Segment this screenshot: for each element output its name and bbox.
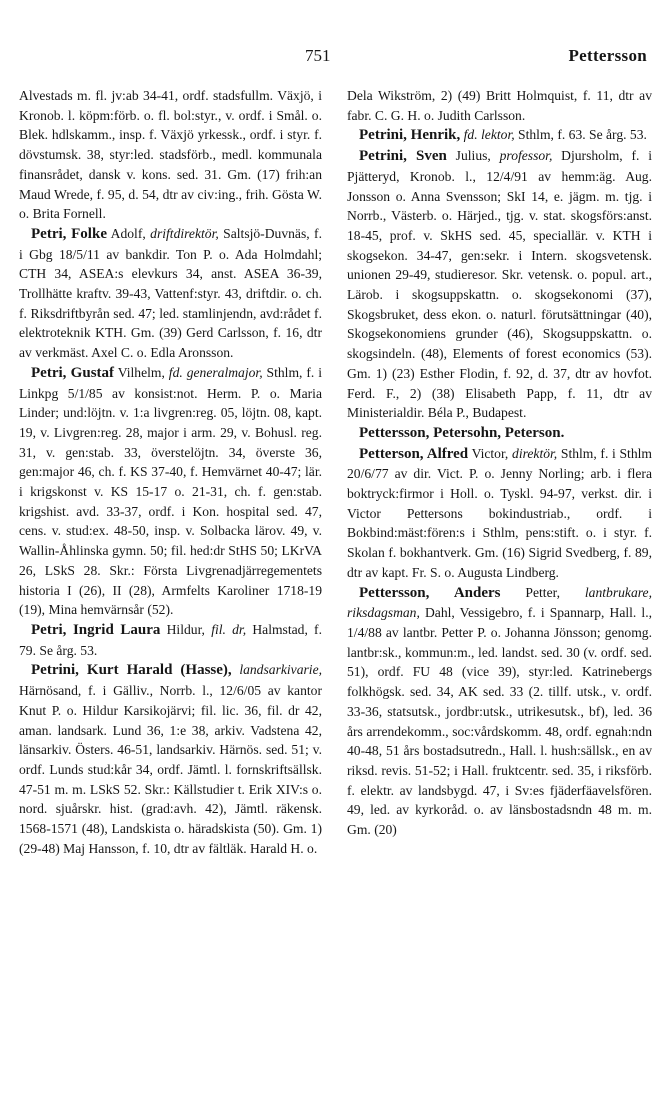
page-header <box>0 42 672 72</box>
entry-given-names: Vilhelm, <box>114 364 169 380</box>
entry-text: Dahl, Vessigebro, f. i Spannarp, Hall. l., 1/4/88 av lantbr. Petter P. o. Johanna Jönsson; genomg. lantbr:sk., kommun:m., led. landst. sed. 30 (v. ordf. sed. 51), ordf. FU 48 (vice 39), styr:led. Katrinebergs folkhögsk. sed. 34, AK sed. 33 (2. tillf. utsk., v. ordf. 33-36, statsutsk., jordbr:utsk., utrikesutsk., bf), led. 36 års arrendekomm., soc:vårdskomm. 48, ordf. egnah:ndn 40-48, 51 års bostadsutredn., Hall. l. hush:sällsk., en av riksd. revis. 51-52; i Hall. fruktcentr. sed. 35, i riksförb. f. elektr. av landsbygd. 47, i Sv:es fjäderfäavelsfören. 49, led. av kyrkoråd. o. av länsbostadsndn 48 m. m. Gm. (20) <box>347 605 652 838</box>
entry-petrini-sven <box>347 146 652 423</box>
entry-petri-folke <box>19 224 322 363</box>
entry-title: landsarkivarie, <box>239 662 322 678</box>
entry-title: driftdirektör, <box>150 225 219 241</box>
page-number: 751 <box>305 46 331 65</box>
section-heading: Pettersson, Petersohn, Peterson. <box>359 424 565 441</box>
entry-headword: Petri, Ingrid Laura <box>31 621 161 638</box>
entry-petterson-alfred <box>347 444 652 583</box>
entry-text: Sthlm, f. i Linkpg 5/1/85 av konsist:not. Herm. P. o. Maria Linder; und:löjtn. v. 1:a livgren:reg. 05, löjtn. 08, kapt. 19, v. Livgren:reg. 28, major i arm. 29, v. Bohusl. reg. 31, v. gen:stab. 33, överstelöjtn. 34, överste 36, gen:major 46, ch. f. KS 37-40, f. Hemvärnet 40-47; lär. i krigskonst v. KS 15-17 o. 21-31, ch. f. gen:stab. krigshist. avd. 33-37, ordf. i Kon. hospital sed. 47, cens. v. stud:ex. 48-50, insp. v. Solbacka lärov. 49, v. Wallin-Åhlinska gymn. 50; fil. hed:dr StHS 50; LKrVA 26, LSkS 28. Skr.: Första Livgrenadjärregementets historia I (26), II (28), Armfelts Karoliner 1718-19 (19), Mina hemvärnsår (52). <box>19 364 323 618</box>
entry-headword: Petrini, Kurt Harald (Hasse), <box>31 662 232 679</box>
entry-petri-ingrid <box>19 620 322 660</box>
right-column <box>347 86 652 840</box>
entry-text: Halmstad, f. 79. Se årg. 53. <box>19 621 322 658</box>
entry-given-names: Victor, <box>468 445 513 461</box>
entry-headword: Pettersson, Anders <box>359 584 501 601</box>
entry-title: direktör, <box>512 445 558 461</box>
entry-given-names: Petter, <box>500 584 585 600</box>
section-heading-pettersson <box>347 423 652 444</box>
entry-headword: Petrini, Sven <box>359 148 447 165</box>
entry-given-names: Julius, <box>446 148 500 164</box>
entry-given-names: Adolf, <box>106 225 151 241</box>
entry-text: Sthlm, f. i Sthlm 20/6/77 av dir. Vict. P. o. Jenny Norling; arb. i flera boktryck:firmor i Holl. o. Tyskl. 94-97, verkst. dir. i Victor Pettersons bokindustriab., ordf. i Bokbind:mäst:fören:s i Sthlm, pens:stift. o. i styr. f. Skolan f. bokhantverk. Gm. (16) Sigrid Svedberg, f. 89, dtr av kapt. Fr. S. o. Augusta Lindberg. <box>347 445 652 580</box>
entry-title: professor, <box>499 148 553 164</box>
entry-headword: Petri, Gustaf <box>31 364 115 381</box>
entry-text: Sthlm, f. 63. Se årg. 53. <box>514 127 647 143</box>
entry-headword: Petri, Folke <box>31 225 107 242</box>
entry-title: fd. lektor, <box>463 127 515 143</box>
running-head: Pettersson <box>568 46 647 65</box>
entry-text: Djursholm, f. i Pjätteryd, Kronob. l., 12/4/91 av hemm:äg. Aug. Jonsson o. Anna Svensson; SkI 14, e. jägm. m. tjg. i Norrb., Västerb. o. Härjed., tjg. v. stat. skogsförs:anst. 18-45, prof. v. SkHS sed. 45, speciallär. v. KTH i skogsekon. 34-47, gen:sekr. i Intern. skogsvetensk. unionen 29-49, studieresor. Skr. vetensk. o. popul. art., Lärob. i skogsuppskattn. o. skogsekonomi (37), Skogsbruket, dess ekon. o. naturl. förutsättningar (40), Skogsekonomiens grunder (46), Skogsuppskattn. o. skogsindeln. (48), Elements of forest economics (53). Gm. 1) (23) Esther Flodin, f. 92, d. 37, dtr av hovfot. Ferd. F., 2) (38) Elisabeth Papp, f. 11, dtr av Ministerialdir. Béla P., Budapest. <box>347 148 652 421</box>
continuation-text: Alvestads m. fl. jv:ab 34-41, ordf. stadsfullm. Växjö, i Kronob. l. köpm:förb. o. fl. bol:styr., v. ordf. i Smål. o. Blek. hdlskamm., insp. f. Växjö yrkessk., ordf. i styr. f. dövstumsk. 38, styr:led. stadsförb., medl. kommunala finansrådet, dansk v. kons. sed. 31. Gm. (17) frih:an Maud Wrede, f. 95, d. 54, dtr av civ:ing., frih. Gösta W. o. Brita Fornell. <box>19 88 322 222</box>
entry-petrini-henrik <box>347 125 652 146</box>
entry-petri-gustaf <box>19 363 322 620</box>
entry-title: fil. dr, <box>211 621 247 637</box>
entry-petrini-kurt <box>19 660 322 858</box>
entry-title: lantbrukare, riksdagsman, <box>347 584 652 621</box>
entry-text: Saltsjö-Duvnäs, f. i Gbg 18/5/11 av bankdir. Ton P. o. Ada Holmdahl; CTH 34, ASEA:s elevkurs 34, anst. ASEA 36-39, Trollhätte kraftv. 39-43, Vattenf:styr. 43, driftdir. o. ch. f. Riksdriftbyrån sed. 47; led. stamlinjendn, avd:rådet f. elektroteknik KTH. Gm. (39) Gerd Carlsson, f. 16, dtr av verkmäst. Axel C. o. Edla Aronsson. <box>19 225 322 361</box>
entry-text: Härnösand, f. i Gälliv., Norrb. l., 12/6/05 av kantor Knut P. o. Hildur Karsikojärvi; fil. lic. 36, fil. dr 42, aman. landsark. Lund 36, 1:e 38, arkiv. Vadstena 42, länsarkiv. Östers. 46-51, landsarkiv. Härnös. sed. 51; v. ordf. Lunds stud:kår 34, ordf. Jämtl. l. fornskriftsällsk. 47-51 m. m. LSkS 52. Skr.: Källstudier t. Erik XIV:s o. nord. sjuårskr. hist. (grad:avh. 42), Jämtl. räkensk. 1568-1571 (48), Landskista o. häradskista (50). Gm. 1) (29-48) Maj Hansson, f. 10, dtr av fältläk. Harald H. o. <box>19 683 322 856</box>
entry-pettersson-anders <box>347 583 652 840</box>
left-column <box>19 86 322 858</box>
entry-headword: Petterson, Alfred <box>359 445 469 462</box>
continuation-text: Dela Wikström, 2) (49) Britt Holmquist, f. 11, dtr av fabr. C. G. H. o. Judith Carlsson. <box>347 88 652 123</box>
entry-title: fd. generalmajor, <box>168 364 263 380</box>
entry-headword: Petrini, Henrik, <box>359 127 461 144</box>
entry-given-names: Hildur, <box>160 621 212 637</box>
